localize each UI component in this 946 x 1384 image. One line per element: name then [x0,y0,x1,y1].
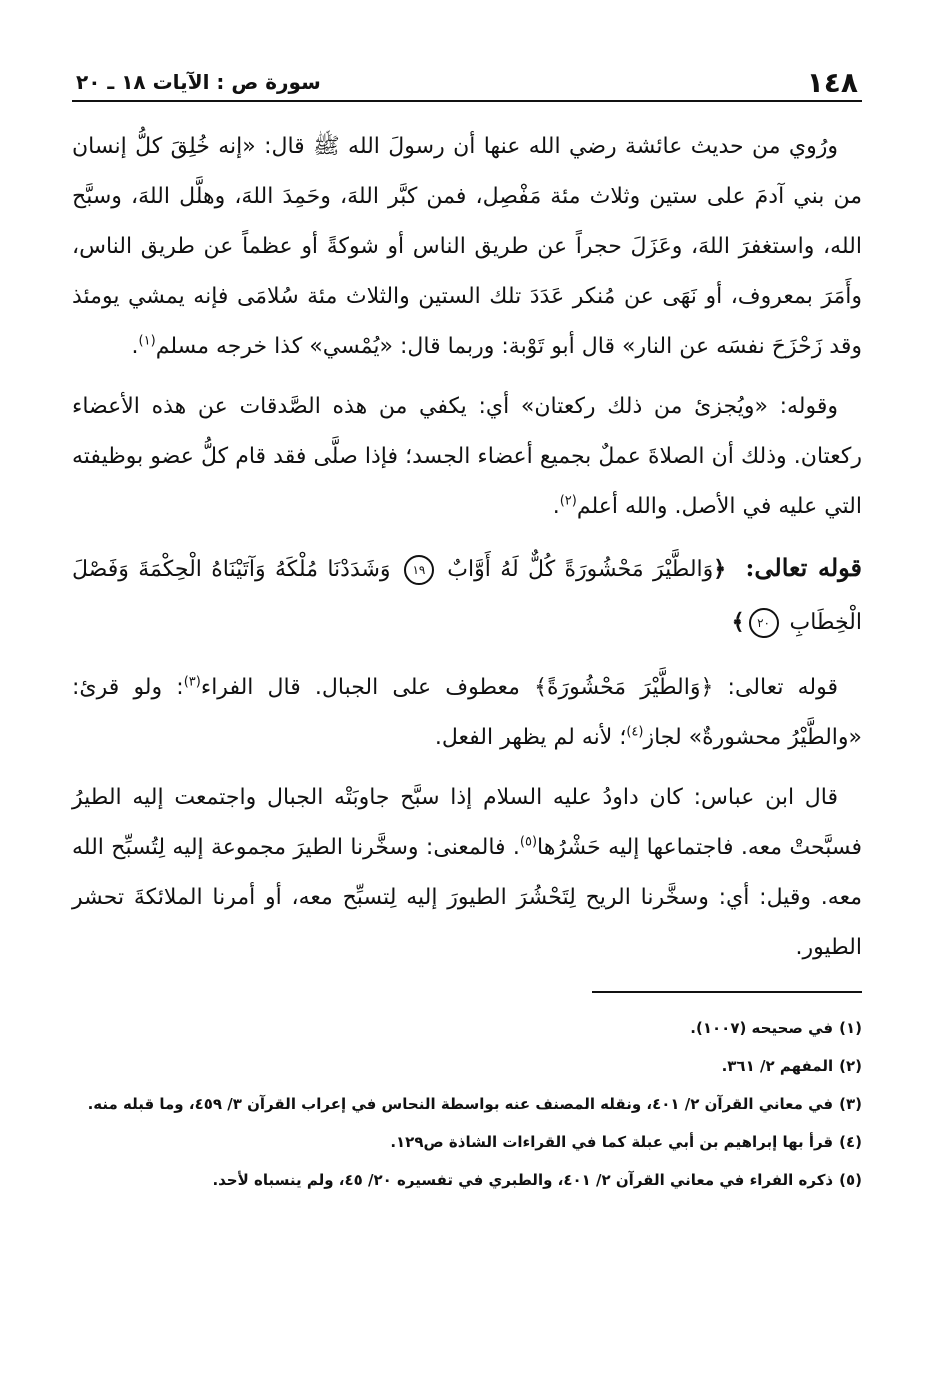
paragraph-farra-text-a: قوله تعالى: ﴿وَالطَّيْرَ مَحْشُورَةً﴾ معطوف على الجبال. قال الفراء [200,675,838,700]
running-title: سورة ص : الآيات ١٨ ـ ٢٠ [76,70,321,94]
quran-verse [72,542,862,649]
footnotes [72,1015,862,1193]
ayah-number-20: ٢٠ [749,608,779,638]
footnote-item [72,1053,862,1079]
footnote-ref-4: (٤) [626,724,644,740]
main-text [72,122,862,973]
paragraph-two-rakahs [72,382,862,532]
verse-text-20: وَشَدَدْنَا مُلْكَهُ وَآتَيْنَاهُ الْحِكْمَةَ وَفَصْلَ الْخِطَابِ [72,557,862,635]
paragraph-farra-text-b: : ولو قرئ: «والطَّيْرُ محشورةٌ» لجاز [72,675,862,750]
footnote-item [72,1167,862,1193]
paragraph-ibn-abbas-text-a: قال ابن عباس: كان داودُ عليه السلام إذا سبَّح جاوبَتْه الجبال واجتمعت إليه الطيرُ فسبَّحتْ معه. فاجتماعها إليه حَشْرُها [72,785,862,860]
ornate-bracket-open: ﴿ [713,556,727,582]
footnote-item [72,1091,862,1117]
paragraph-farra [72,663,862,763]
paragraph-two-rakahs-text: وقوله: «ويُجزئ من ذلك ركعتان» أي: يكفي من هذه الصَّدقات عن هذه الأعضاء ركعتان. وذلك أن الصلاةَ عملٌ بجميع أعضاء الجسد؛ فإذا صلَّى فقد قام كلُّ عضو بوظيفته التي عليه في الأصل. والله أعلم [72,394,862,519]
footnote-number: (٤) [839,1133,862,1151]
paragraph-end: . [552,494,560,519]
book-page [72,64,862,1205]
footnote-text: المفهم ٢/ ٣٦١. [721,1057,834,1075]
paragraph-hadith [72,122,862,372]
footnote-ref-2: (٢) [559,493,577,509]
page-number: ١٤٨ [806,65,858,99]
footnote-text: ذكره الفراء في معاني القرآن ٢/ ٤٠١، والطبري في تفسيره ٢٠/ ٤٥، ولم ينسباه لأحد. [212,1171,834,1189]
footnote-item [72,1129,862,1155]
paragraph-ibn-abbas [72,773,862,973]
footnote-text: في معاني القرآن ٢/ ٤٠١، ونقله المصنف عنه بواسطة النحاس في إعراب القرآن ٣/ ٤٥٩، وما قبله منه. [87,1095,834,1113]
ornate-bracket-close: ﴾ [731,609,745,635]
footnote-ref-1: (١) [138,333,156,349]
paragraph-ibn-abbas-text-b: . فالمعنى: وسخَّرنا الطيرَ مجموعة إليه لِتُسبِّح الله معه. وقيل: أي: وسخَّرنا الريح لِتَحْشُرَ الطيورَ إليه لِتسبِّح معه، أو أمرنا الملائكةَ تحشر الطيور. [72,835,862,960]
paragraph-farra-text-c: ؛ لأنه لم يظهر الفعل. [434,725,627,750]
footnote-number: (٣) [839,1095,862,1113]
footnote-text: في صحيحه (١٠٠٧). [690,1019,834,1037]
footnote-divider [592,991,862,993]
footnote-text: قرأ بها إبراهيم بن أبي عبلة كما في القراءات الشاذة ص١٢٩. [390,1133,834,1151]
ayah-number-19: ١٩ [404,555,434,585]
paragraph-end: . [131,334,139,359]
footnote-ref-3: (٣) [183,674,201,690]
verse-text-19: وَالطَّيْرَ مَحْشُورَةً كُلٌّ لَهُ أَوَّابٌ [447,557,714,582]
verse-lead: قوله تعالى: [745,553,863,582]
paragraph-hadith-text: ورُوي من حديث عائشة رضي الله عنها أن رسولَ الله ﷺ قال: «إنه خُلِقَ كلُّ إنسان من بني آدمَ على ستين وثلاث مئة مَفْصِل، فمن كبَّر اللهَ، وحَمِدَ اللهَ، وهلَّل اللهَ، وسبَّح الله، واستغفرَ اللهَ، وعَزَلَ حجراً عن طريق الناس أو شوكةً أو عظماً عن طريق الناس، وأَمَرَ بمعروف، أو نَهَى عن مُنكر عَدَدَ تلك الستين والثلاث مئة سُلامَى فإنه يمشي يومئذ وقد زَحْزَحَ نفسَه عن النار» قال أبو تَوْبة: وربما قال: «يُمْسي» كذا خرجه مسلم [72,134,862,359]
footnote-item [72,1015,862,1041]
footnote-number: (٢) [839,1057,862,1075]
footnote-number: (٥) [839,1171,862,1189]
page-header [72,64,862,102]
footnote-number: (١) [839,1019,862,1037]
footnote-ref-5: (٥) [519,834,538,850]
